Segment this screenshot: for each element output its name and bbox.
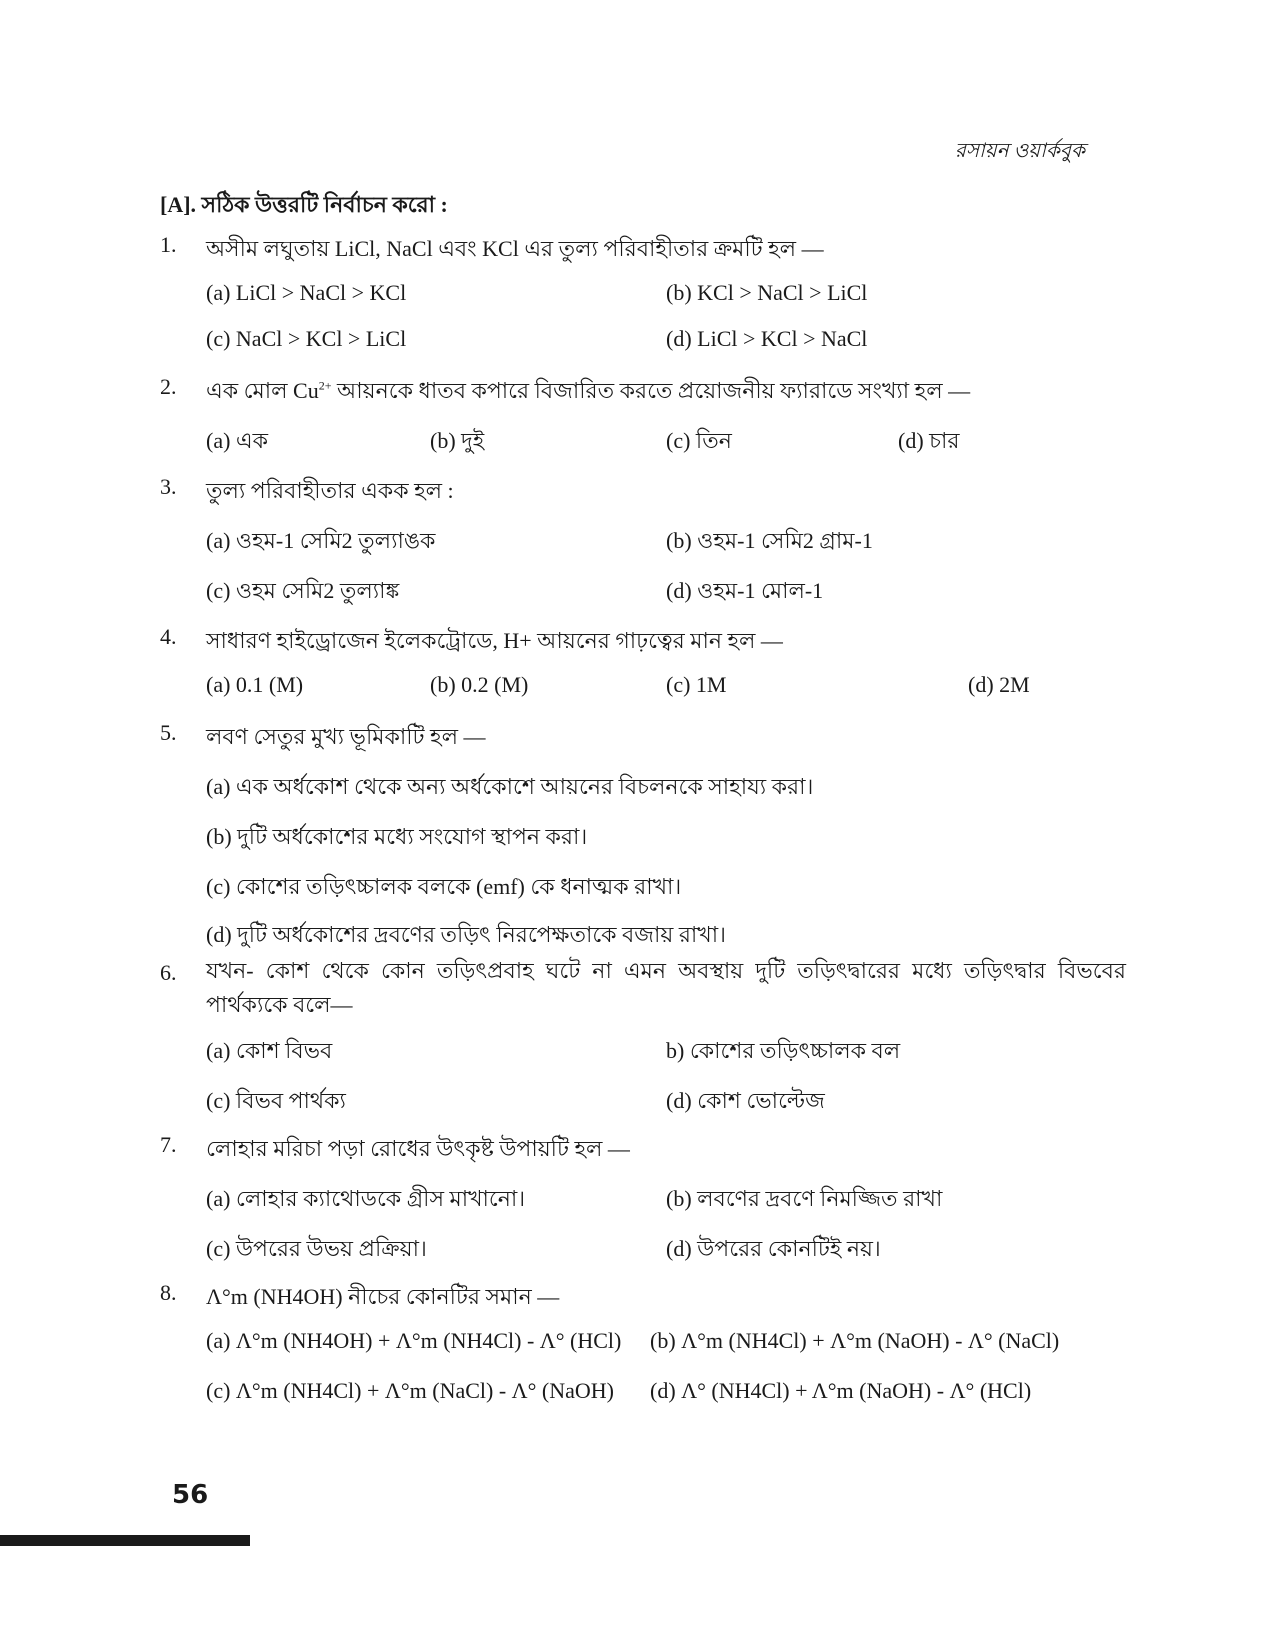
- question-text: যখন- কোশ থেকে কোন তড়িৎপ্রবাহ ঘটে না এমন অবস্থায় দুটি তড়িৎদ্বারের মধ্যে তড়িৎদ্বার বিভবের পার্থক্যকে বলে—: [206, 958, 1126, 1017]
- option-a: (a) LiCl > NaCl > KCl: [206, 280, 407, 305]
- section-title: [A]. সঠিক উত্তরটি নির্বাচন করো :: [160, 192, 448, 217]
- option-a: (a) লোহার ক্যাথোডকে গ্রীস মাখানো।: [206, 1186, 526, 1211]
- question-text: অসীম লঘুতায় LiCl, NaCl এবং KCl এর তুল্য পরিবাহীতার ক্রমটি হল —: [206, 236, 824, 261]
- page-number: 56: [172, 1480, 209, 1510]
- question-text: লবণ সেতুর মুখ্য ভূমিকাটি হল —: [206, 724, 486, 749]
- option-b: b) কোশের তড়িৎচ্চালক বল: [666, 1038, 901, 1063]
- question-text: সাধারণ হাইড্রোজেন ইলেকট্রোডে, H+ আয়নের গাঢ়ত্বের মান হল —: [206, 628, 783, 653]
- option-d: (d) ওহম-1 মোল-1: [666, 578, 824, 603]
- running-header: রসায়ন ওয়ার্কবুক: [954, 140, 1085, 162]
- option-c: (c) উপরের উভয় প্রক্রিয়া।: [206, 1236, 427, 1261]
- question-number: 4.: [160, 624, 177, 649]
- option-a: (a) 0.1 (M): [206, 672, 304, 697]
- option-c: (c) তিন: [666, 428, 732, 453]
- option-a: (a) Λ°m (NH4OH) + Λ°m (NH4Cl) - Λ° (HCl): [206, 1328, 622, 1353]
- question-number: 2.: [160, 374, 177, 399]
- question-number: 8.: [160, 1280, 177, 1305]
- option-b: (b) Λ°m (NH4Cl) + Λ°m (NaOH) - Λ° (NaCl): [650, 1328, 1060, 1353]
- option-d: (d) 2M: [968, 672, 1030, 697]
- option-d: (d) Λ° (NH4Cl) + Λ°m (NaOH) - Λ° (HCl): [650, 1378, 1032, 1403]
- question-number: 6.: [160, 960, 177, 985]
- option-d: (d) LiCl > KCl > NaCl: [666, 326, 868, 351]
- footer-bar: [0, 1535, 250, 1546]
- option-c: (c) NaCl > KCl > LiCl: [206, 326, 407, 351]
- question-text: লোহার মরিচা পড়া রোধের উৎকৃষ্ট উপায়টি হল —: [206, 1136, 630, 1161]
- option-c: (c) ওহম সেমি2 তুল্যাঙ্ক: [206, 578, 400, 603]
- question-text: এক মোল $Cu^{2+}$ আয়নকে ধাতব কপারে বিজারিত করতে প্রয়োজনীয় ফ্যারাডে সংখ্যা হল —: [206, 378, 971, 403]
- option-b: (b) ওহম-1 সেমি2 গ্রাম-1: [666, 528, 873, 553]
- question-number: 7.: [160, 1132, 177, 1157]
- option-d: (d) চার: [898, 428, 960, 453]
- option-b: (b) 0.2 (M): [430, 672, 529, 697]
- option-b: (b) দুই: [430, 428, 485, 453]
- option-c: (c) 1M: [666, 672, 727, 697]
- option-c: (c) কোশের তড়িৎচ্চালক বলকে (emf) কে ধনাত্মক রাখা।: [206, 874, 682, 899]
- option-d: (d) কোশ ভোল্টেজ: [666, 1088, 825, 1113]
- option-a: (a) এক অর্ধকোশ থেকে অন্য অর্ধকোশে আয়নের বিচলনকে সাহায্য করা।: [206, 774, 814, 799]
- option-c: (c) Λ°m (NH4Cl) + Λ°m (NaCl) - Λ° (NaOH): [206, 1378, 615, 1403]
- option-d: (d) দুটি অর্ধকোশের দ্রবণের তড়িৎ নিরপেক্ষতাকে বজায় রাখা।: [206, 922, 727, 947]
- question-text: তুল্য পরিবাহীতার একক হল :: [206, 478, 454, 503]
- option-a: (a) এক: [206, 428, 269, 453]
- option-b: (b) দুটি অর্ধকোশের মধ্যে সংযোগ স্থাপন করা।: [206, 824, 588, 849]
- option-a: (a) কোশ বিভব: [206, 1038, 333, 1063]
- question-number: 1.: [160, 232, 177, 257]
- option-b: (b) লবণের দ্রবণে নিমজ্জিত রাখা: [666, 1186, 943, 1211]
- question-number: 3.: [160, 474, 177, 499]
- option-d: (d) উপরের কোনটিই নয়।: [666, 1236, 881, 1261]
- option-b: (b) KCl > NaCl > LiCl: [666, 280, 868, 305]
- question-number: 5.: [160, 720, 177, 745]
- question-text: Λ°m (NH4OH) নীচের কোনটির সমান —: [206, 1284, 560, 1309]
- option-a: (a) ওহম-1 সেমি2 তুল্যাঙক: [206, 528, 436, 553]
- option-c: (c) বিভব পার্থক্য: [206, 1088, 346, 1113]
